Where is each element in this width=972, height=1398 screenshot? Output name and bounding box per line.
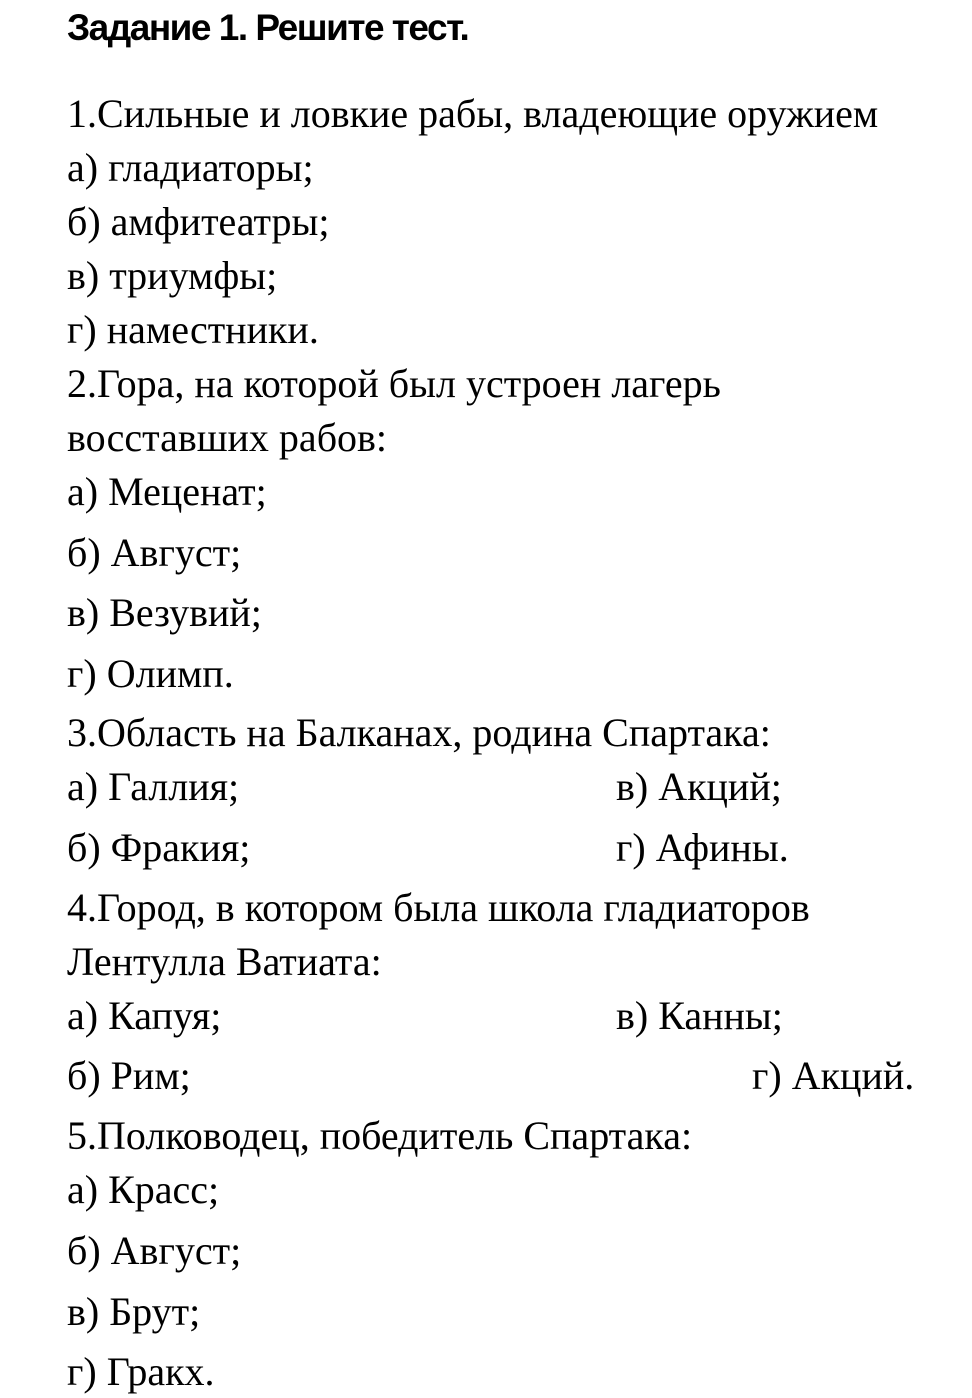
question-5-option-a: а) Красс; — [67, 1167, 220, 1212]
question-2-text-line2: восставших рабов: — [67, 415, 388, 460]
question-1-option-a: а) гладиаторы; — [67, 145, 314, 190]
question-5-option-c: в) Брут; — [67, 1289, 201, 1334]
question-4-option-a: а) Капуя; — [67, 993, 222, 1038]
question-2-option-b: б) Август; — [67, 530, 242, 575]
question-5-option-b: б) Август; — [67, 1228, 242, 1273]
question-4-text-line2: Лентулла Ватиата: — [67, 939, 382, 984]
question-2-option-c: в) Везувий; — [67, 590, 262, 635]
question-1-option-b: б) амфитеатры; — [67, 199, 330, 244]
question-5-text: 5.Полководец, победитель Спартака: — [67, 1113, 693, 1158]
question-3-option-c: в) Акций; — [616, 764, 782, 809]
question-5-option-d: г) Гракх. — [67, 1349, 215, 1394]
task-title: Задание 1. Решите тест. — [67, 7, 469, 48]
question-1-option-c: в) триумфы; — [67, 253, 278, 298]
question-2-option-a: а) Меценат; — [67, 469, 267, 514]
question-1-option-d: г) наместники. — [67, 307, 319, 352]
question-4-option-d: г) Акций. — [752, 1053, 915, 1098]
question-2-text-line1: 2.Гора, на которой был устроен лагерь — [67, 361, 721, 406]
question-3-option-d: г) Афины. — [616, 825, 789, 870]
question-2-option-d: г) Олимп. — [67, 651, 234, 696]
question-3-text: 3.Область на Балканах, родина Спартака: — [67, 710, 771, 755]
question-3-option-a: а) Галлия; — [67, 764, 240, 809]
question-4-option-b: б) Рим; — [67, 1053, 191, 1098]
question-3-option-b: б) Фракия; — [67, 825, 251, 870]
question-4-option-c: в) Канны; — [616, 993, 783, 1038]
question-4-text-line1: 4.Город, в котором была школа гладиаторов — [67, 885, 810, 930]
question-1-text: 1.Сильные и ловкие рабы, владеющие оружием — [67, 91, 879, 136]
